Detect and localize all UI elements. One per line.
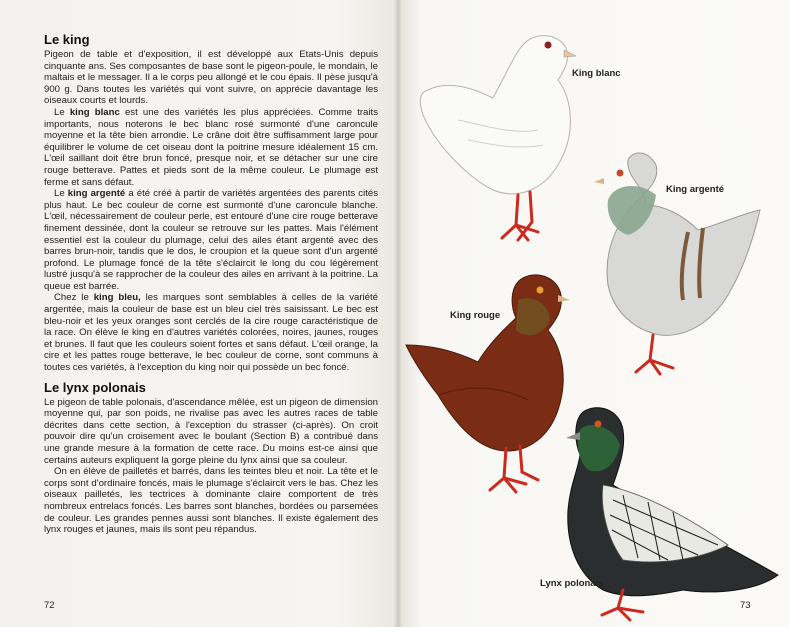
king-bleu-paragraph	[44, 292, 378, 373]
king-blanc-lead: Le	[54, 106, 70, 118]
king-blanc-text: est une des variétés les plus appréciées. Comme traits importants, nous noterons le bec blanc rosé surmonté d'une caroncule moyenne et la tête bien arrondie. Le crâne doit être suffisamment large pour équilibrer le volume de cet oiseau dont la poitrine mesure idéalement 15 cm. L'œil saillant doit être brun foncé, presque noir, et se détacher sur une cire rouge betterave. Pattes et pieds sont de la même couleur. Le plumage est ferme et sans défaut.	[44, 106, 378, 188]
king-blanc-paragraph	[44, 107, 378, 188]
king-argente-text: a été créé à partir de variétés argentées des parents cités plus haut. Le bec couleur de corne est surmonté d'une caroncule blanche. L'œil, nécessairement de couleur perle, est entouré d'une cire rouge betterave finement dessinée, dont la couleur se retrouve sur les pattes. Mais l'élément essentiel est la couleur du plumage, celui des ailes étant argenté avec des barres brun-noir, tandis que le dos, le croupion et la queue sont d'un argenté profond. Le plumage foncé de la tête s'éclaircit le long du cou légèrement lustré jusqu'à se rapprocher de la couleur des ailes en arrivant à la poitrine. La queue est barrée.	[44, 188, 379, 292]
king-argente-paragraph	[44, 188, 378, 292]
king-blanc-illustration	[420, 36, 576, 240]
pigeon-illustrations	[398, 0, 790, 627]
caption-lynx-polonais: Lynx polonais	[540, 578, 604, 589]
caption-king-rouge: King rouge	[450, 310, 501, 321]
lynx-varieties-paragraph: On en élève de pailletés et barrés, dans les teintes bleu et noir. La tête et le corps sont d'ordinaire foncés, mais le plumage s'éclaircit vers le bas. Chez les oiseaux pailletés, les tectrices à dominante claire comportent de très nombreux entrelacs foncés. Les barres sont blanches, bordées ou parsemées de couleur. Les grandes pennes aussi sont blanches. Il existe également des lynx rouges et jaunes, mais ils sont peu répandus.	[44, 466, 378, 536]
section-title-king: Le king	[44, 32, 90, 47]
king-intro-paragraph: Pigeon de table et d'exposition, il est développé aux Etats-Unis depuis cinquante ans. Ses composantes de base sont le pigeon-poule, le mondain, le maltais et le messager. Il a le corps peu allongé et le cou épais. Il pèse jusqu'à 900 g. Dans toutes les variétés qui vont suivre, on apprécie davantage les oiseaux courts et lourds.	[44, 49, 378, 107]
lynx-intro-paragraph: Le pigeon de table polonais, d'ascendance mêlée, est un pigeon de dimension moyenne qui, par son poids, ne rivalise pas avec les autres races de table décrites dans cette section, à l'exception du strasser (ci-après). On croit pouvoir dire qu'un croisement avec le boulant (Section B) a contribué dans une grande mesure à la formation de cette race. Du moins est-ce ainsi que certains auteurs expliquent la gorge pleine du lynx ainsi que sa couleur.	[44, 396, 378, 466]
left-text-column	[44, 32, 378, 536]
page-number-left: 72	[44, 600, 55, 611]
page-number-right: 73	[740, 600, 751, 611]
king-rouge-illustration	[406, 275, 570, 492]
king-bleu-text: les marques sont semblables à celles de la variété argentée, mais la couleur de base est un bleu ciel très saisissant. Le bec est bleu-noir et les yeux oranges sont cerclés de la cire rouge caractéristique de la race. On élève le king en d'autres variétés colorées, noires, jaunes, rouges et brunes. Il faut que les couleurs soient fortes et sans défaut. L'œil orange, la cire et les pattes rouge betterave, le bec couleur de corne, sont communs à toutes ces variétés, à l'exception du king noir qui possède un bec foncé.	[44, 292, 378, 374]
king-blanc-term: king blanc	[69, 106, 120, 118]
caption-king-argente: King argenté	[666, 184, 725, 195]
caption-king-blanc: King blanc	[572, 68, 621, 79]
king-bleu-lead: Chez le	[54, 292, 94, 304]
section-title-lynx: Le lynx polonais	[44, 379, 146, 395]
king-argente-lead: Le	[54, 188, 68, 200]
king-argente-term: king argenté	[67, 188, 126, 200]
king-bleu-term: king bleu,	[93, 292, 141, 304]
